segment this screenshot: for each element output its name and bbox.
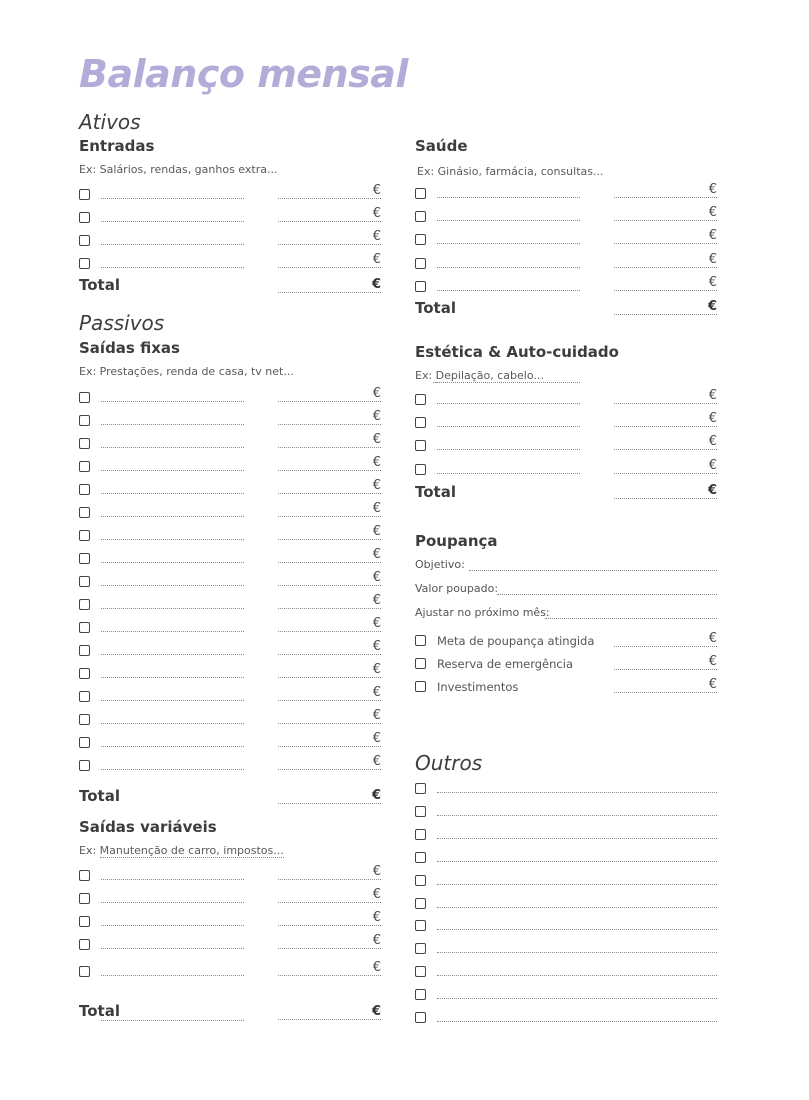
saidas-fixas-row-checkbox[interactable] [79,392,90,403]
outros-line-field[interactable] [437,815,717,816]
saidas-fixas-row-description-field[interactable] [101,700,244,701]
saidas-fixas-row-amount-field[interactable]: € [278,729,381,747]
saidas-fixas-hint: Ex: Prestações, renda de casa, tv net... [79,365,294,378]
outros-checkbox[interactable] [415,852,426,863]
estetica-row-description-field[interactable] [437,426,580,427]
saidas-fixas-row-checkbox[interactable] [79,760,90,771]
saude-row-checkbox[interactable] [415,281,426,292]
poupanca-item-amount[interactable]: € [614,675,717,693]
poupanca-item-checkbox[interactable] [415,635,426,646]
saidas-fixas-row-description-field[interactable] [101,493,244,494]
outros-line-field[interactable] [437,998,717,999]
saude-row-amount-field[interactable]: € [614,250,717,268]
outros-checkbox[interactable] [415,966,426,977]
poupanca-item-label: Reserva de emergência [437,657,573,671]
saude-row-description-field[interactable] [437,267,580,268]
saidas-variaveis-row-amount-field[interactable]: € [278,908,381,926]
entradas-hint: Ex: Salários, rendas, ganhos extra... [79,163,278,176]
saidas-fixas-row-checkbox[interactable] [79,507,90,518]
entradas-row-amount-field[interactable]: € [278,204,381,222]
entradas-row-description-field[interactable] [101,198,244,199]
entradas-total-label: Total [79,276,120,294]
saidas-variaveis-title: Saídas variáveis [79,818,217,836]
entradas-row-description-field[interactable] [101,244,244,245]
saidas-fixas-row-checkbox[interactable] [79,415,90,426]
saude-row-description-field[interactable] [437,243,580,244]
saidas-fixas-row-description-field[interactable] [101,746,244,747]
estetica-row-checkbox[interactable] [415,394,426,405]
saude-row-checkbox[interactable] [415,234,426,245]
saidas-variaveis-row-description-field[interactable] [101,902,244,903]
poupanca-objetivo-field[interactable] [469,570,717,571]
saude-row-amount-field[interactable]: € [614,273,717,291]
saidas-fixas-row-checkbox[interactable] [79,691,90,702]
entradas-row-description-field[interactable] [101,221,244,222]
outros-line-field[interactable] [437,884,717,885]
entradas-row-checkbox[interactable] [79,212,90,223]
entradas-row-checkbox[interactable] [79,189,90,200]
saidas-variaveis-total-label: Total [79,1002,120,1020]
outros-line-field[interactable] [437,952,717,953]
saidas-fixas-row-description-field[interactable] [101,539,244,540]
entradas-total-amount[interactable]: € [278,275,381,293]
saidas-variaveis-total-amount[interactable]: € [278,1002,381,1020]
saidas-fixas-row-checkbox[interactable] [79,645,90,656]
outros-checkbox[interactable] [415,783,426,794]
outros-checkbox[interactable] [415,898,426,909]
saidas-fixas-total-label: Total [79,787,120,805]
saude-row-checkbox[interactable] [415,258,426,269]
estetica-row-description-field[interactable] [437,449,580,450]
saidas-variaveis-row-checkbox[interactable] [79,916,90,927]
saidas-variaveis-row-amount-field[interactable]: € [278,885,381,903]
saidas-variaveis-hint: Ex: Manutenção de carro, impostos... [79,844,284,857]
saidas-fixas-row-amount-field[interactable]: € [278,706,381,724]
saidas-fixas-row-checkbox[interactable] [79,622,90,633]
saidas-variaveis-row-description-field[interactable] [101,975,244,976]
passivos-heading: Passivos [79,311,165,335]
entradas-row-checkbox[interactable] [79,258,90,269]
saidas-fixas-row-description-field[interactable] [101,723,244,724]
saidas-fixas-row-checkbox[interactable] [79,438,90,449]
saidas-variaveis-row-description-field[interactable] [101,948,244,949]
poupanca-field-label: Objetivo: [415,558,465,571]
saidas-fixas-row-amount-field[interactable]: € [278,568,381,586]
saidas-fixas-row-description-field[interactable] [101,424,244,425]
saidas-fixas-row-amount-field[interactable]: € [278,637,381,655]
poupanca-ajustar-field[interactable] [545,618,717,619]
saidas-fixas-row-checkbox[interactable] [79,737,90,748]
poupanca-field-label: Ajustar no próximo mês: [415,606,550,619]
entradas-row-checkbox[interactable] [79,235,90,246]
entradas-title: Entradas [79,137,155,155]
saidas-fixas-row-amount-field[interactable]: € [278,660,381,678]
outros-heading: Outros [415,751,483,775]
estetica-row-amount-field[interactable]: € [614,456,717,474]
poupanca-title: Poupança [415,532,498,550]
saidas-variaveis-row-amount-field[interactable]: € [278,958,381,976]
saidas-fixas-row-description-field[interactable] [101,585,244,586]
saidas-fixas-row-description-field[interactable] [101,654,244,655]
saidas-fixas-row-description-field[interactable] [101,677,244,678]
saidas-fixas-row-amount-field[interactable]: € [278,407,381,425]
ativos-heading: Ativos [79,110,141,134]
saude-total-amount[interactable]: € [614,297,717,315]
estetica-row-checkbox[interactable] [415,417,426,428]
saidas-fixas-row-checkbox[interactable] [79,461,90,472]
estetica-hint-line [433,382,580,383]
poupanca-field-label: Valor poupado: [415,582,499,595]
estetica-row-description-field[interactable] [437,473,580,474]
saidas-fixas-title: Saídas fixas [79,339,180,357]
saude-row-amount-field[interactable]: € [614,203,717,221]
saidas-fixas-row-checkbox[interactable] [79,530,90,541]
poupanca-item-checkbox[interactable] [415,658,426,669]
saidas-fixas-row-amount-field[interactable]: € [278,614,381,632]
estetica-row-amount-field[interactable]: € [614,409,717,427]
saidas-fixas-row-description-field[interactable] [101,562,244,563]
estetica-row-amount-field[interactable]: € [614,386,717,404]
saidas-fixas-row-amount-field[interactable]: € [278,752,381,770]
estetica-total-label: Total [415,483,456,501]
poupanca-item-amount[interactable]: € [614,629,717,647]
saidas-fixas-row-description-field[interactable] [101,608,244,609]
entradas-row-amount-field[interactable]: € [278,250,381,268]
poupanca-valor-field[interactable] [497,594,717,595]
saidas-fixas-row-checkbox[interactable] [79,576,90,587]
poupanca-item-label: Investimentos [437,680,519,694]
entradas-row-amount-field[interactable]: € [278,181,381,199]
saidas-fixas-row-checkbox[interactable] [79,599,90,610]
outros-line-field[interactable] [437,792,717,793]
outros-checkbox[interactable] [415,989,426,1000]
saidas-fixas-row-amount-field[interactable]: € [278,545,381,563]
saidas-variaveis-row-checkbox[interactable] [79,966,90,977]
saidas-variaveis-row-amount-field[interactable]: € [278,862,381,880]
saidas-fixas-row-description-field[interactable] [101,516,244,517]
saude-total-label: Total [415,299,456,317]
saidas-fixas-row-description-field[interactable] [101,769,244,770]
estetica-row-checkbox[interactable] [415,464,426,475]
entradas-row-description-field[interactable] [101,267,244,268]
saude-row-description-field[interactable] [437,290,580,291]
saude-row-amount-field[interactable]: € [614,180,717,198]
outros-checkbox[interactable] [415,875,426,886]
saude-row-description-field[interactable] [437,220,580,221]
saude-row-checkbox[interactable] [415,188,426,199]
saidas-fixas-row-checkbox[interactable] [79,668,90,679]
outros-checkbox[interactable] [415,806,426,817]
saidas-fixas-row-amount-field[interactable]: € [278,499,381,517]
saidas-variaveis-row-checkbox[interactable] [79,870,90,881]
saidas-fixas-row-description-field[interactable] [101,401,244,402]
saidas-fixas-row-checkbox[interactable] [79,714,90,725]
estetica-row-amount-field[interactable]: € [614,432,717,450]
saidas-fixas-row-checkbox[interactable] [79,553,90,564]
estetica-row-description-field[interactable] [437,403,580,404]
saude-hint: Ex: Ginásio, farmácia, consultas... [417,165,604,178]
saidas-variaveis-total-line [101,1020,244,1021]
estetica-row-checkbox[interactable] [415,440,426,451]
saidas-fixas-row-description-field[interactable] [101,631,244,632]
saidas-variaveis-row-checkbox[interactable] [79,893,90,904]
saude-row-description-field[interactable] [437,197,580,198]
poupanca-item-label: Meta de poupança atingida [437,634,595,648]
estetica-title: Estética & Auto-cuidado [415,343,619,361]
outros-checkbox[interactable] [415,920,426,931]
entradas-row-amount-field[interactable]: € [278,227,381,245]
saidas-fixas-total-amount[interactable]: € [278,786,381,804]
saidas-variaveis-row-amount-field[interactable]: € [278,931,381,949]
saidas-fixas-row-amount-field[interactable]: € [278,683,381,701]
outros-line-field[interactable] [437,907,717,908]
saidas-fixas-row-amount-field[interactable]: € [278,476,381,494]
outros-line-field[interactable] [437,861,717,862]
saidas-fixas-row-amount-field[interactable]: € [278,522,381,540]
outros-checkbox[interactable] [415,829,426,840]
saidas-fixas-row-description-field[interactable] [101,447,244,448]
saidas-fixas-row-amount-field[interactable]: € [278,453,381,471]
saidas-fixas-row-checkbox[interactable] [79,484,90,495]
estetica-hint: Ex: Depilação, cabelo... [415,369,544,382]
outros-checkbox[interactable] [415,1012,426,1023]
saude-row-checkbox[interactable] [415,211,426,222]
outros-checkbox[interactable] [415,943,426,954]
poupanca-item-checkbox[interactable] [415,681,426,692]
outros-line-field[interactable] [437,975,717,976]
estetica-total-amount[interactable]: € [614,481,717,499]
saidas-fixas-row-amount-field[interactable]: € [278,430,381,448]
saidas-fixas-row-description-field[interactable] [101,470,244,471]
outros-line-field[interactable] [437,838,717,839]
outros-line-field[interactable] [437,1021,717,1022]
saidas-variaveis-row-description-field[interactable] [101,879,244,880]
saude-row-amount-field[interactable]: € [614,226,717,244]
saidas-variaveis-row-checkbox[interactable] [79,939,90,950]
outros-line-field[interactable] [437,929,717,930]
saude-title: Saúde [415,137,468,155]
saidas-fixas-row-amount-field[interactable]: € [278,384,381,402]
saidas-variaveis-row-description-field[interactable] [101,925,244,926]
poupanca-item-amount[interactable]: € [614,652,717,670]
saidas-fixas-row-amount-field[interactable]: € [278,591,381,609]
page-title: Balanço mensal [79,52,408,96]
